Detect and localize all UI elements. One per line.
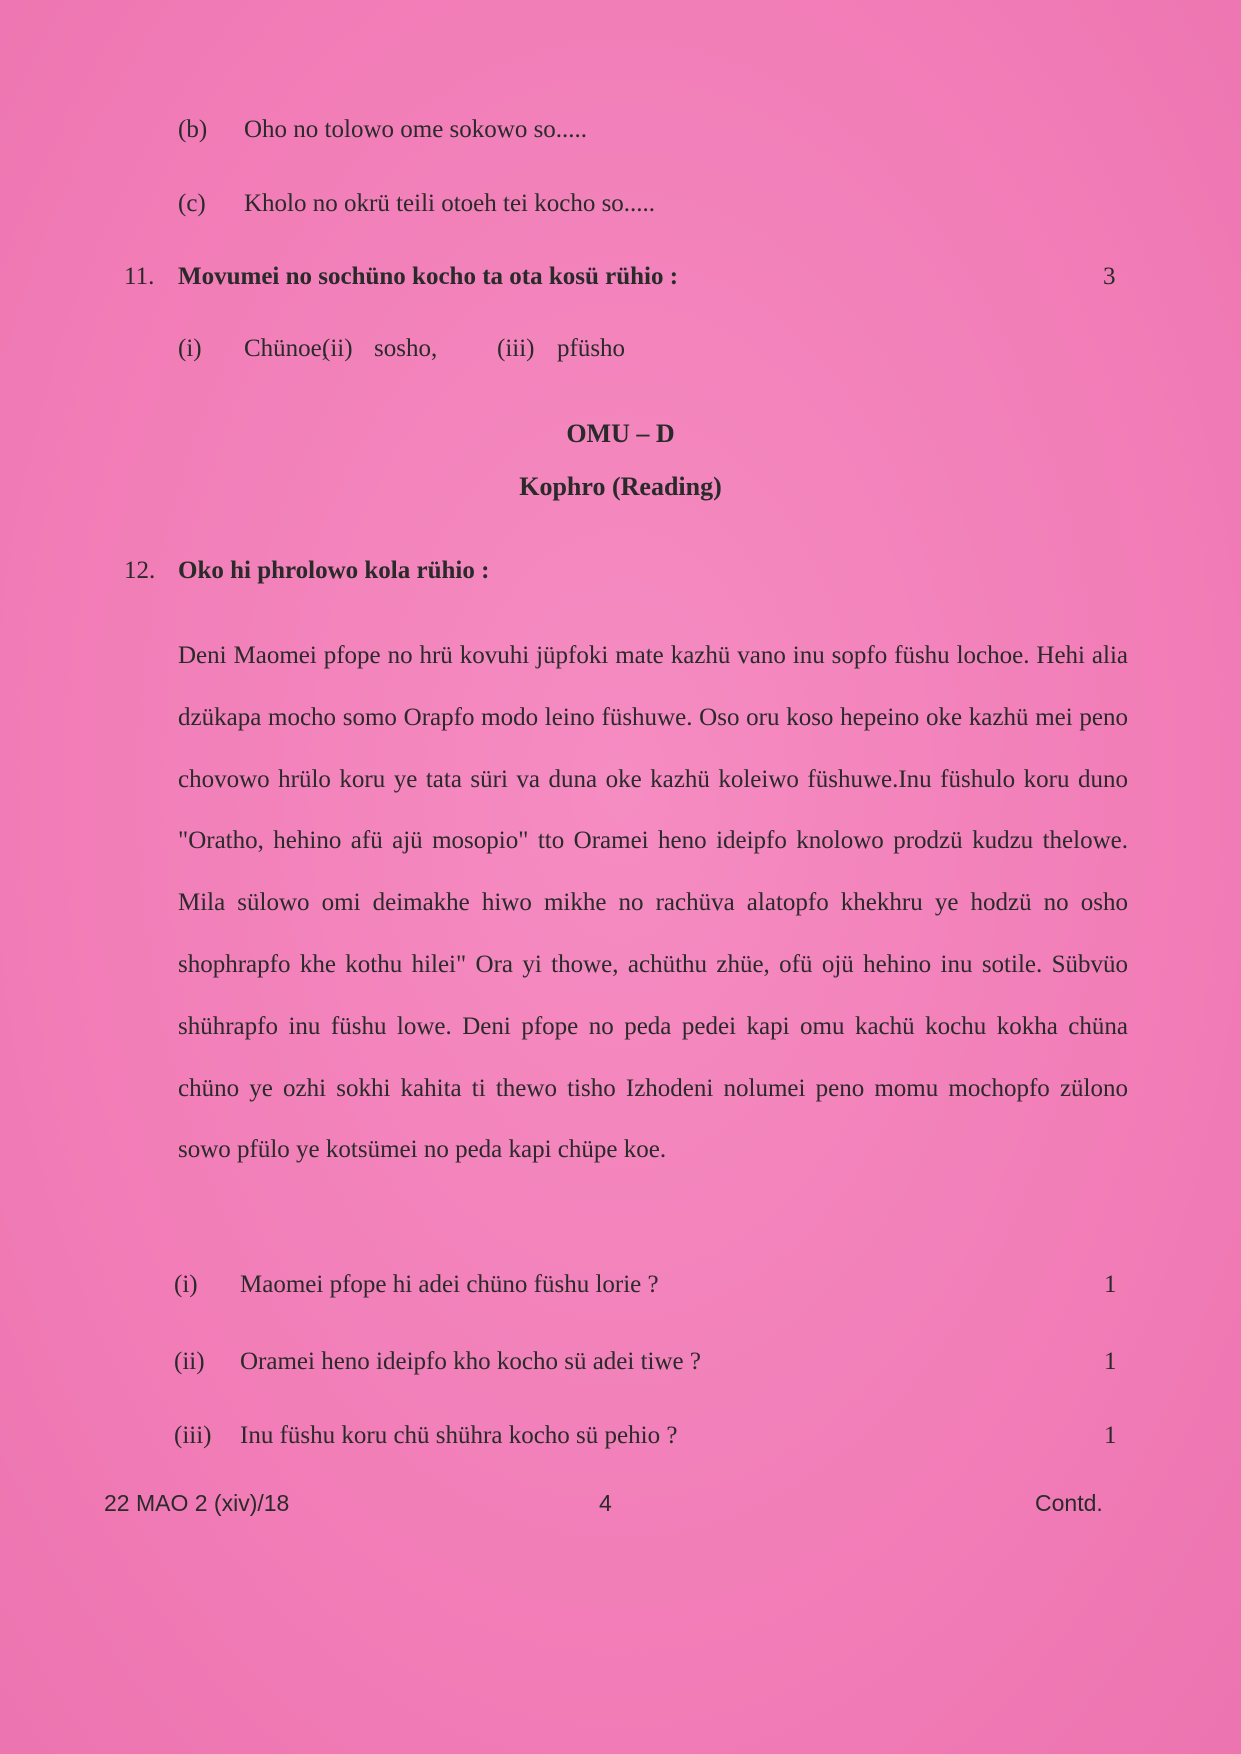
q10-b-text: Oho no tolowo ome sokowo so..... [244,116,588,143]
q12-sub1-text: Maomei pfope hi adei chüno füshu lorie ? [240,1271,659,1298]
q11-question [124,263,678,291]
q11-number: 11. [124,263,155,290]
q12-subquestion [174,1422,677,1450]
q12-subquestion [174,1271,659,1299]
q11-opt2-label: (ii) [322,335,353,362]
q12-subquestion [174,1348,701,1376]
q12-sub2-text: Oramei heno ideipfo kho kocho sü adei tiwe ? [240,1348,701,1375]
q12-sub3-text: Inu füshu koru chü shühra kocho sü pehio ? [240,1422,678,1449]
q12-text: Oko hi phrolowo kola rühio : [178,557,490,584]
continued-label: Contd. [1035,1490,1103,1516]
q11-text: Movumei no sochüno kocho ta ota kosü rühio : [178,263,679,290]
q11-opt1-label: (i) [178,335,202,362]
q10-c-label: (c) [178,190,206,217]
q12-sub2-marks: 1 [1104,1348,1117,1375]
q11-options [178,335,625,363]
q11-marks: 3 [1103,263,1116,290]
q12-sub1-label: (i) [174,1271,198,1298]
q12-sub1-marks: 1 [1104,1271,1117,1298]
q12-number: 12. [124,557,156,584]
q12-sub2-label: (ii) [174,1348,205,1375]
paper-code: 22 MAO 2 (xiv)/18 [104,1490,290,1516]
reading-passage: Deni Maomei pfope no hrü kovuhi jüpfoki mate kazhü vano inu sopfo füshu lochoe. Hehi alia dzükapa mocho somo Orapfo modo leino füshuwe. Oso oru koso hepeino oke kazhü mei peno chovowo hrülo koru ye tata süri va duna oke kazhü koleiwo füshuwe.Inu füshulo koru duno "Oratho, hehino afü ajü mosopio" tto Oramei heno ideipfo knolowo prodzü kudzu thelowe. Mila sülowo omi deimakhe hiwo mikhe no rachüva alatopfo khekhru ye hodzü no osho shophrapfo khe kothu hilei" Ora yi thowe, achüthu zhüe, ofü ojü hehino inu sotile. Sübvüo shührapfo inu füshu lowe. Deni pfope no peda pedei kapi omu kachü kochu kokha chüna chüno ye ozhi sokhi kahita ti thewo tisho Izhodeni nolumei peno momu mochopfo zülono sowo pfülo ye kotsümei no peda kapi chüpe koe. [178,642,1128,1164]
q10-item-b [178,116,587,144]
q10-b-label: (b) [178,116,208,143]
section-title: OMU – D [566,419,675,448]
q10-c-text: Kholo no okrü teili otoeh tei kocho so..... [244,190,656,217]
q11-opt2-text: sosho, [374,335,438,362]
q12-sub3-marks: 1 [1104,1422,1117,1449]
q11-opt3-label: (iii) [497,335,535,362]
q11-opt1-text: Chünoe, [244,335,329,362]
q11-opt3-text: pfüsho [557,335,626,362]
page-number: 4 [599,1490,612,1516]
q12-sub3-label: (iii) [174,1422,212,1449]
section-subtitle: Kophro (Reading) [519,472,722,501]
q12-question [124,557,489,585]
q10-item-c [178,190,655,218]
